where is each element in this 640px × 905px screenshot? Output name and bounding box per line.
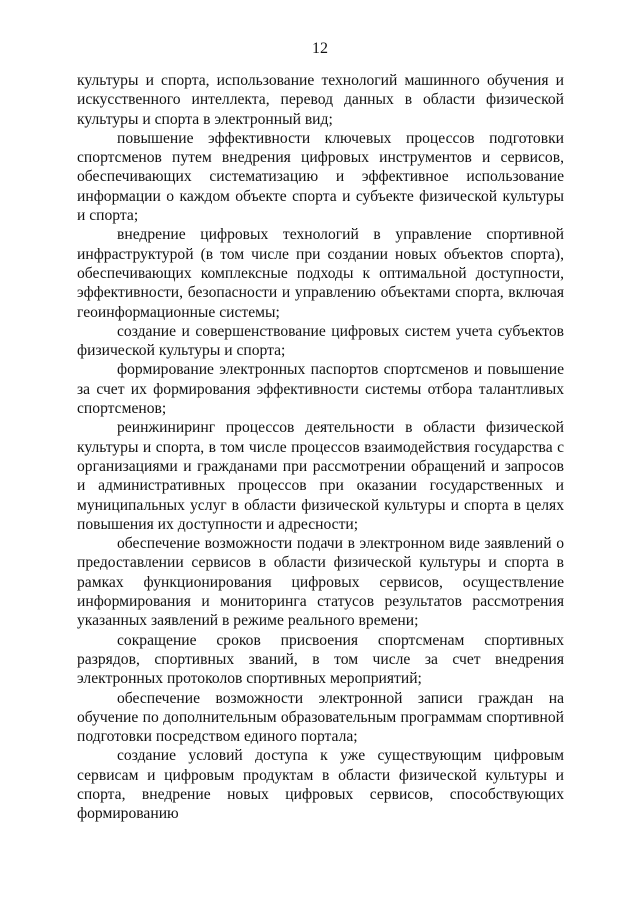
paragraph-sports-infrastructure: внедрение цифровых технологий в управление спортивной инфраструктурой (в том числе при создании новых объектов спорта), обеспечивающих комплексные подходы к оптимальной доступности, эффективности, безопасности и управлению объектами спорта, включая геоинформационные системы; [77,226,564,321]
document-body [77,71,564,824]
page-number: 12 [312,40,328,57]
paragraph-athlete-training: повышение эффективности ключевых процессов подготовки спортсменов путем внедрения цифровых инструментов и сервисов, обеспечивающих систематизацию и эффективное использование информации о каждом объекте спорта и субъекте физической культуры и спорта; [77,129,564,225]
paragraph-athlete-passports: формирование электронных паспортов спортсменов и повышение за счет их формирования эффективности системы отбора талантливых спортсменов; [77,361,564,418]
paragraph-digital-services-access: создание условий доступа к уже существующим цифровым сервисам и цифровым продуктам в области физической культуры и спорта, внедрение новых цифровых сервисов, способствующих формированию [77,747,564,823]
paragraph-continuation: культуры и спорта, использование технологий машинного обучения и искусственного интеллекта, перевод данных в области физической культуры и спорта в электронный вид; [77,72,564,128]
paragraph-electronic-applications: обеспечение возможности подачи в электронном виде заявлений о предоставлении сервисов в области физической культуры и спорта в рамках функционирования цифровых сервисов, осуществление информирования и мониторинга статусов результатов рассмотрения указанных заявлений в режиме реального времени; [77,535,564,630]
paragraph-sports-ranks: сокращение сроков присвоения спортсменам спортивных разрядов, спортивных званий, в том числе за счет внедрения электронных протоколов спортивных мероприятий; [77,631,564,688]
paragraph-reengineering: реинжиниринг процессов деятельности в области физической культуры и спорта, в том числе процессов взаимодействия государства с организациями и гражданами при рассмотрении обращений и запросов и административных процессов при оказании государственных и муниципальных услуг в области физической культуры и спорта в целях повышения их доступности и адресности; [77,419,564,533]
paragraph-electronic-enrollment: обеспечение возможности электронной записи граждан на обучение по дополнительным образовательным программам спортивной подготовки посредством единого портала; [77,689,564,746]
paragraph-accounting-systems: создание и совершенствование цифровых систем учета субъектов физической культуры и спорта; [77,322,564,360]
